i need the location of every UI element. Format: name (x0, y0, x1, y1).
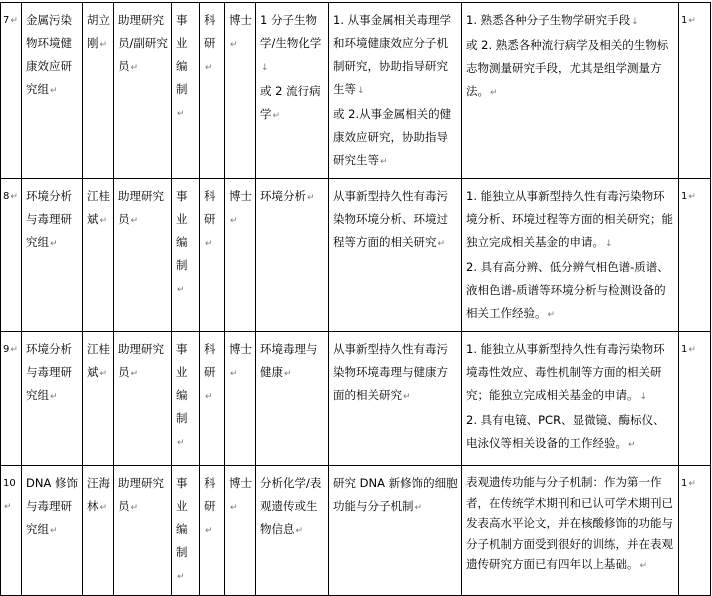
paragraph-mark-icon: ↵ (50, 526, 58, 536)
major-cell-line (260, 9, 325, 80)
paragraph-mark-icon: ↵ (130, 63, 139, 73)
duty-cell (329, 179, 462, 332)
supervisor-cell (83, 3, 114, 179)
major-cell (256, 3, 329, 179)
degree-cell-text: 博士 (229, 13, 252, 27)
staffing-cell-text: 事业编制 (176, 476, 188, 559)
requirements-cell-line-text: 2. 具有高分辨、低分辨气相色谱-质谱、液相色谱-质谱等环境分析与检测设备的相关工作经验。 (466, 260, 669, 320)
table-row (1, 3, 711, 179)
category-cell (200, 466, 225, 596)
requirements-cell (462, 3, 679, 179)
paragraph-mark-icon: ↵ (130, 216, 139, 226)
paragraph-mark-icon: ↵ (688, 16, 696, 26)
department-cell (22, 466, 83, 596)
duty-cell (329, 332, 462, 466)
row-number (1, 466, 22, 596)
duty-cell-line-text: 或 2.从事金属相关的健康效应研究，协助指导研究生等 (333, 107, 452, 167)
paragraph-mark-icon: ↵ (205, 63, 213, 73)
duty-cell (329, 3, 462, 179)
paragraph-mark-icon: ↵ (403, 392, 411, 402)
department-cell-text: 环境分析与毒理研究组 (26, 342, 72, 402)
requirements-cell-line (466, 338, 675, 409)
paragraph-mark-icon: ↵ (688, 345, 696, 355)
supervisor-cell-text: 汪海林 (87, 476, 110, 513)
paragraph-mark-icon: ↵ (177, 109, 185, 119)
degree-cell (225, 332, 256, 466)
paragraph-mark-icon: ↵ (490, 88, 498, 98)
duty-cell-line (333, 103, 458, 174)
paragraph-mark-icon: ↵ (4, 502, 12, 512)
position-cell (114, 332, 172, 466)
paragraph-mark-icon: ↵ (437, 239, 446, 249)
category-cell-text: 科研 (204, 476, 216, 513)
major-cell-line-text: 分析化学/表观遗传或生物信息 (260, 476, 322, 536)
table-row (1, 179, 711, 332)
row-number-text: 8 (3, 191, 10, 202)
paragraph-mark-icon: ↵ (230, 40, 238, 50)
requirements-cell (462, 466, 679, 596)
position-cell (114, 466, 172, 596)
paragraph-mark-icon: ↵ (99, 40, 108, 50)
count-cell (679, 332, 711, 466)
major-cell-line (260, 338, 325, 386)
degree-cell-text: 博士 (229, 342, 252, 356)
position-cell-text: 助理研究员/副研究员 (118, 13, 168, 73)
major-cell (256, 179, 329, 332)
row-number-text: 7 (3, 15, 10, 26)
requirements-cell-line (466, 185, 675, 256)
paragraph-mark-icon: ↵ (205, 526, 213, 536)
position-cell-text: 助理研究员 (118, 189, 164, 226)
duty-cell-line (333, 338, 458, 409)
staffing-cell-text: 事业编制 (176, 189, 188, 272)
paragraph-mark-icon: ↵ (177, 285, 185, 295)
requirements-cell (462, 332, 679, 466)
paragraph-mark-icon: ↵ (547, 310, 556, 320)
staffing-cell (172, 3, 200, 179)
degree-cell (225, 179, 256, 332)
major-cell-line (260, 472, 325, 543)
paragraph-mark-icon: ↵ (10, 192, 18, 202)
department-cell (22, 332, 83, 466)
paragraph-mark-icon: ↵ (414, 503, 423, 513)
major-cell-line-text: 环境分析 (260, 189, 306, 203)
paragraph-mark-icon: ↓ (357, 86, 365, 96)
count-cell-text: 1 (681, 191, 688, 202)
degree-cell (225, 466, 256, 596)
paragraph-mark-icon: ↵ (177, 438, 185, 448)
supervisor-cell (83, 179, 114, 332)
count-cell-text: 1 (681, 344, 688, 355)
row-number-text: 10 (3, 478, 16, 489)
category-cell (200, 332, 225, 466)
major-cell-line (260, 185, 325, 210)
staffing-cell-text: 事业编制 (176, 13, 188, 96)
requirements-cell-line-text: 或 2. 熟悉各种流行病学及相关的生物标志物测量研究手段，尤其是组学测量方法。 (466, 38, 669, 98)
paragraph-mark-icon: ↵ (50, 86, 58, 96)
staffing-cell (172, 332, 200, 466)
category-cell (200, 179, 225, 332)
supervisor-cell (83, 332, 114, 466)
requirements-cell-line (466, 472, 675, 577)
paragraph-mark-icon: ↵ (130, 369, 139, 379)
duty-cell-line-text: 从事新型持久性有毒污染物环境毒理与健康方面的相关研究 (333, 342, 448, 402)
paragraph-mark-icon: ↵ (639, 561, 648, 571)
paragraph-mark-icon: ↓ (605, 239, 613, 249)
paragraph-mark-icon: ↵ (284, 369, 292, 379)
paragraph-mark-icon: ↵ (688, 479, 696, 489)
department-cell (22, 179, 83, 332)
paragraph-mark-icon: ↵ (10, 345, 18, 355)
paragraph-mark-icon: ↵ (628, 440, 636, 450)
position-cell (114, 3, 172, 179)
category-cell-text: 科研 (204, 342, 216, 379)
count-cell-text: 1 (681, 478, 688, 489)
requirements-cell-line-text: 1. 能独立从事新型持久性有毒污染物环境分析、环境过程等方面的相关研究；能独立完成相关基金的申请。 (466, 189, 673, 249)
paragraph-mark-icon: ↵ (99, 216, 108, 226)
duty-cell-line (333, 9, 458, 103)
degree-cell-text: 博士 (229, 476, 252, 490)
paragraph-mark-icon: ↵ (130, 503, 139, 513)
degree-cell-text: 博士 (229, 189, 252, 203)
paragraph-mark-icon: ↵ (688, 192, 696, 202)
duty-cell-line-text: 从事新型持久性有毒污染物环境分析、环境过程等方面的相关研究 (333, 189, 448, 249)
paragraph-mark-icon: ↵ (230, 369, 238, 379)
department-cell-text: DNA 修饰与毒理研究组 (26, 476, 78, 536)
duty-cell-line-text: 研究 DNA 新修饰的细胞功能与分子机制 (333, 476, 458, 513)
requirements-cell-line-text: 表观遗传功能与分子机制：作为第一作者，在传统学术期刊和已认可学术期刊已发表高水平论文，并在核酸修饰的功能与分子机制方面受到很好的训练，并在表观遗传研究方面已有四年以上基础。 (466, 475, 673, 571)
category-cell (200, 3, 225, 179)
major-cell-line-text: 或 2 流行病学 (260, 84, 321, 121)
count-cell (679, 466, 711, 596)
supervisor-cell-text: 江桂斌 (87, 342, 110, 379)
degree-cell (225, 3, 256, 179)
major-cell-line-text: 1 分子生物学/生物化学 (260, 13, 322, 50)
supervisor-cell (83, 466, 114, 596)
count-cell (679, 179, 711, 332)
category-cell-text: 科研 (204, 13, 216, 50)
major-cell (256, 332, 329, 466)
table-row (1, 466, 711, 596)
requirements-cell-line-text: 1. 能独立从事新型持久性有毒污染物环境毒性效应、毒性机制等方面的相关研究；能独立完成相关基金的申请。 (466, 342, 665, 402)
paragraph-mark-icon: ↵ (50, 392, 58, 402)
paragraph-mark-icon: ↵ (380, 157, 388, 167)
requirements-cell-line (466, 9, 675, 34)
duty-cell (329, 466, 462, 596)
supervisor-cell-text: 胡立刚 (87, 13, 110, 50)
paragraph-mark-icon: ↵ (272, 111, 281, 121)
position-cell-text: 助理研究员 (118, 476, 164, 513)
duty-cell-line (333, 472, 458, 520)
row-number (1, 179, 22, 332)
paragraph-mark-icon: ↵ (230, 503, 238, 513)
positions-table (0, 2, 711, 596)
paragraph-mark-icon: ↵ (99, 503, 108, 513)
paragraph-mark-icon: ↵ (177, 572, 185, 582)
paragraph-mark-icon: ↵ (99, 369, 108, 379)
staffing-cell-text: 事业编制 (176, 342, 188, 425)
category-cell-text: 科研 (204, 189, 216, 226)
requirements-cell (462, 179, 679, 332)
department-cell (22, 3, 83, 179)
paragraph-mark-icon: ↵ (307, 193, 315, 203)
paragraph-mark-icon: ↵ (205, 239, 213, 249)
paragraph-mark-icon: ↵ (10, 16, 18, 26)
row-number-text: 9 (3, 344, 10, 355)
paragraph-mark-icon: ↓ (261, 63, 269, 73)
table-body (1, 3, 711, 596)
position-cell-text: 助理研究员 (118, 342, 164, 379)
supervisor-cell-text: 江桂斌 (87, 189, 110, 226)
row-number (1, 3, 22, 179)
major-cell (256, 466, 329, 596)
department-cell-text: 金属污染物环境健康效应研究组 (26, 13, 72, 96)
paragraph-mark-icon: ↓ (631, 17, 639, 27)
table-row (1, 332, 711, 466)
count-cell-text: 1 (681, 15, 688, 26)
paragraph-mark-icon: ↵ (295, 526, 304, 536)
count-cell (679, 3, 711, 179)
paragraph-mark-icon: ↓ (639, 392, 648, 402)
requirements-cell-line-text: 2. 具有电镜、PCR、显微镜、酶标仪、电泳仪等相关设备的工作经验。 (466, 413, 665, 450)
requirements-cell-line (466, 409, 675, 457)
duty-cell-line-text: 1. 从事金属相关毒理学和环境健康效应分子机制研究，协助指导研究生等 (333, 13, 452, 96)
requirements-cell-line (466, 34, 675, 105)
department-cell-text: 环境分析与毒理研究组 (26, 189, 72, 249)
paragraph-mark-icon: ↵ (50, 239, 58, 249)
staffing-cell (172, 466, 200, 596)
requirements-cell-line (466, 256, 675, 327)
duty-cell-line (333, 185, 458, 256)
major-cell-line (260, 80, 325, 128)
paragraph-mark-icon: ↵ (230, 216, 238, 226)
requirements-cell-line-text: 1. 熟悉各种分子生物学研究手段 (466, 13, 631, 27)
position-cell (114, 179, 172, 332)
staffing-cell (172, 179, 200, 332)
row-number (1, 332, 22, 466)
paragraph-mark-icon: ↵ (205, 392, 213, 402)
major-cell-line-text: 环境毒理与健康 (260, 342, 318, 379)
